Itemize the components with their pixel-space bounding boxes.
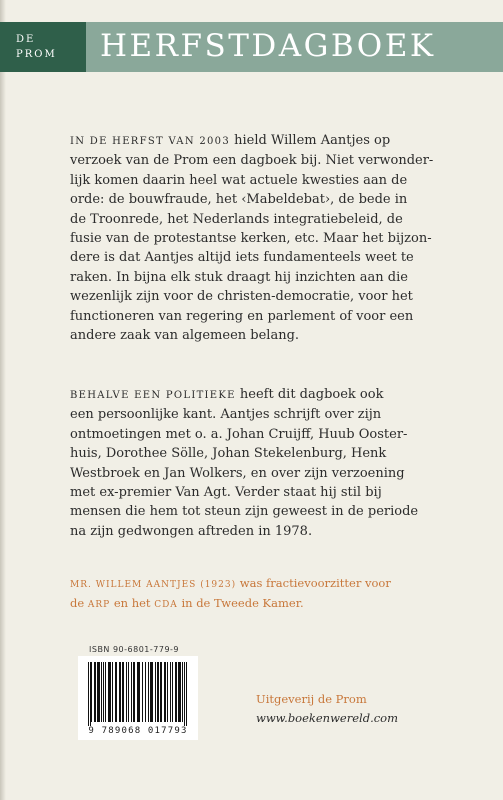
isbn-label: ISBN 90-6801-779-9	[89, 645, 180, 654]
barcode-guard-bar	[184, 662, 185, 726]
paragraph-line: wezenlijk zijn voor de christen-democratie, voor het	[70, 289, 413, 305]
barcode-bar	[167, 662, 168, 722]
spine-shadow	[0, 0, 6, 800]
paragraph-line: functioneren van regering en parlement of voor een	[70, 308, 414, 324]
barcode-bar	[94, 662, 96, 722]
publisher-line-2: PROM	[16, 49, 57, 60]
paragraph-line: andere zaak van algemeen belang.	[70, 328, 300, 344]
paragraph-line: met ex-premier Van Agt. Verder staat hij stil bij	[70, 485, 382, 501]
barcode-bar	[160, 662, 162, 722]
paragraph-line: huis, Dorothee Sölle, Johan Stekelenburg, Henk	[70, 446, 387, 462]
barcode-bar	[126, 662, 127, 722]
barcode-bar	[103, 662, 104, 722]
barcode-bar	[112, 662, 113, 722]
barcode-guard-bar	[88, 662, 89, 726]
publisher-name: Uitgeverij de Prom	[256, 692, 367, 706]
barcode-bar	[178, 662, 181, 722]
barcode-bar	[122, 662, 124, 722]
publisher-line-1: DE	[16, 34, 36, 45]
paragraph-line: fusie van de protestantse kerken, etc. Maar het bijzon-	[70, 231, 432, 247]
paragraph-line: mensen die hem tot steun zijn geweest in de periode	[70, 504, 419, 520]
title-band	[0, 22, 503, 72]
paragraph-line: na zijn gedwongen aftreden in 1978.	[70, 523, 313, 539]
barcode-bar	[150, 662, 153, 722]
barcode-bar	[133, 662, 135, 722]
author-bio	[70, 574, 450, 614]
author-name: MR. WILLEM AANTJES (1923)	[70, 580, 237, 590]
author-bio-text: in de Tweede Kamer.	[177, 596, 304, 610]
barcode-bar	[137, 662, 140, 722]
barcode-guard-bar	[186, 662, 187, 726]
barcode-bar	[101, 662, 102, 722]
party-cda: CDA	[154, 600, 178, 610]
barcode-bar	[105, 662, 106, 722]
blurb-paragraph-2	[70, 385, 445, 541]
paragraph-line: de Troonrede, het Nederlands integratiebeleid, de	[70, 211, 403, 227]
barcode-bar	[119, 662, 121, 722]
barcode-bar	[175, 662, 177, 722]
author-bio-text: was fractievoorzitter voor	[236, 576, 391, 590]
barcode-bar	[164, 662, 166, 722]
barcode-bar	[182, 662, 183, 722]
barcode-bar	[148, 662, 149, 722]
paragraph-line: lijk komen daarin heel wat actuele kwesties aan de	[70, 172, 408, 188]
barcode-bar	[172, 662, 173, 722]
barcode-bar	[155, 662, 156, 722]
party-arp: ARP	[87, 600, 111, 610]
paragraph-line-text: heeft dit dagboek ook	[235, 387, 384, 402]
paragraph-line: dere is dat Aantjes altijd iets fundamenteels weet te	[70, 250, 414, 266]
barcode-bar	[142, 662, 143, 722]
barcode-guard-bar	[90, 662, 91, 726]
barcode-bar	[131, 662, 132, 722]
barcode-bar	[145, 662, 146, 722]
paragraph-line: ontmoetingen met o. a. Johan Cruijff, Huub Ooster-	[70, 426, 408, 442]
paragraph-line-text: hield Willem Aantjes op	[230, 133, 391, 148]
barcode-digits: 9 789068 017793	[88, 726, 188, 736]
author-bio-line-1	[70, 574, 450, 594]
author-bio-text: de	[70, 596, 88, 610]
barcode-bar	[108, 662, 111, 722]
paragraph-line	[70, 385, 445, 405]
author-bio-line-2	[70, 594, 450, 614]
barcode	[78, 656, 198, 740]
barcode-bar	[157, 662, 159, 722]
barcode-bars	[78, 656, 198, 726]
paragraph-line: een persoonlijke kant. Aantjes schrijft over zijn	[70, 407, 382, 423]
barcode-bar	[115, 662, 117, 722]
paragraph-line: raken. In bijna elk stuk draagt hij inzichten aan die	[70, 269, 408, 285]
paragraph-lead: BEHALVE EEN POLITIEKE	[70, 390, 236, 401]
book-title: HERFSTDAGBOEK	[100, 28, 436, 64]
paragraph-line: verzoek van de Prom een dagboek bij. Niet verwonder-	[70, 153, 434, 169]
paragraph-line	[70, 131, 445, 151]
barcode-bar	[170, 662, 171, 722]
paragraph-line: orde: de bouwfraude, het ‹Mabeldebat›, de bede in	[70, 192, 408, 208]
blurb-paragraph-1	[70, 131, 445, 345]
paragraph-lead: IN DE HERFST VAN 2003	[70, 136, 231, 147]
paragraph-line: Westbroek en Jan Wolkers, en over zijn verzoening	[70, 465, 405, 481]
barcode-bar	[97, 662, 100, 722]
barcode-bar	[91, 662, 92, 722]
barcode-bar	[128, 662, 129, 722]
author-bio-text: en het	[110, 596, 155, 610]
publisher-logo	[0, 22, 86, 72]
publisher-website: www.boekenwereld.com	[256, 711, 399, 725]
